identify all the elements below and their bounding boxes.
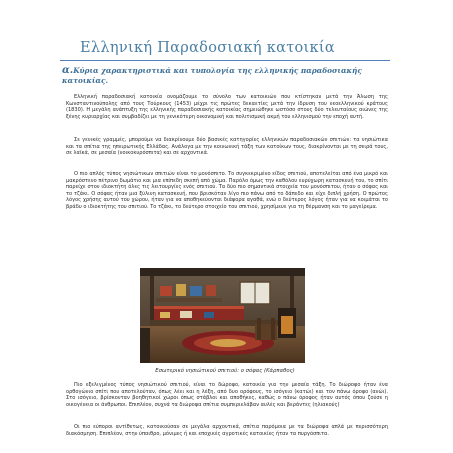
document-title: Ελληνική Παραδοσιακή κατοικία bbox=[80, 40, 335, 56]
section-title: Κύρια χαρακτηριστικά και τυπολογία της ελληνικής παραδοσιακής κατοικίας. bbox=[62, 66, 362, 85]
paragraph-5: Οι πιο εύποροι αντίθετως, κατοικούσαν σε μεγάλα αρχοντικά, σπίτια παρόμοια με τα διώροφα απλά με περισσότερη διακόσμηση. Επιπλέον, στην ύπαιθρο, μόνιμες ή και εποχικές αγροτικές κατοικίες ήταν τα πυργόσπιτα. bbox=[66, 424, 388, 437]
paragraph-3: Ο πιο απλός τύπος νησιώτικων σπιτιών είναι το μονόσπιτο. Το συγκεκριμένο είδος σπιτιού, αποτελείται από ένα μικρό και μακρόστενο πέτρινο δωμάτιο και μια επίπεδη σκεπή από χώμα. Παρόλο όμως την καθόλου ευρύχωρη κατασκευή του, το σπίτι παρείχε στον ιδιοκτήτη όλες τις λειτουργίες ενός σπιτιού. Τα δύο πιο σημαντικά στοιχεία του μονόσπιτου, ήταν ο σόφας και το τζάκι. Ο σόφας ήταν μια ξύλινη κατασκευή, που βρισκόταν λίγο πιο πάνω από το δάπεδο και είχε διπλή χρήση. Ο πρώτος λόγος χρήσης αυτού του χώρου, ήταν για να αποθηκεύονται διάφορα αγαθά, ενώ ο δεύτερος λόγος ήταν για να κοιμάται το βράδυ ο ιδιοκτήτης του σπιτιού. Το τζάκι, το δεύτερο στοιχείο του σπιτιού, χρησίμευε για τη θέρμανση και το μαγείρεμα. bbox=[66, 171, 388, 210]
interior-photo-illustration bbox=[140, 268, 305, 363]
section-heading bbox=[62, 66, 392, 85]
photo-caption: Εσωτερικό νησιώτικού σπιτιού: ο σόφας (Κάρπαθος) bbox=[155, 368, 295, 374]
document-page bbox=[60, 30, 395, 445]
interior-photo bbox=[140, 268, 305, 363]
paragraph-4: Πιο εξελιγμένος τύπος νησιώτικού σπιτιού, είναι το δώροφο, κατοικία για την μεσαία τάξη. Το διώροφο ήταν ένα ορθογώνιο σπίτι που αποτελούταν, όπως λέει και η λέξη, από δυο ορόφους, το ισόγειο (κατώι) και τον πάνω όροφο (ανώι). Στο ισόγειο, βρίσκονταν βοηθητικοί χώροι όπως στάβλοι και αποθήκες, καθώς ο πάνω όροφος ήταν αυτός όπου ζούσε η οικογένεια οι άνθρωποι. Επιπλέον, συχνά τα διώροφα σπίτια συμπεριελάβαν αυλές και βεράντες (ηλιακούς) bbox=[66, 382, 388, 408]
title-divider bbox=[60, 60, 390, 61]
paragraph-2: Σε γενικές γραμμές, μπορούμε να διακρίνουμε δύο βασικές κατηγορίες ελληνικών παραδοσιακών σπιτιών: τα νησιώτικα και τα σπίτια της ηπειρωτικής Ελλάδας. Ανάλογα με την κοινωνική τάξη των κατοίκων τους, διακρίνονται με τη σειρά τους, σε λαϊκά, σε μεσαία (νοικοκυρόσπιτα) και σε αρχοντικά. bbox=[66, 137, 388, 157]
section-number: α. bbox=[62, 65, 74, 76]
paragraph-1: Ελληνική παραδοσιακή κατοικία ονομάζουμε το σύνολο των κατοικιών που κτίστηκαν μετά την Άλωση της Κωνσταντινούπολης από τους Τούρκους (1453) μέχρι τις πρώτες δεκαετίες μετά την ίδρυση του νεοελληνικού κράτους (1830). Η μεγάλη ανάπτυξη της ελληνικής παραδοσιακής κατοικίας σημειώθηκε ωστόσο στους δύο τελευταίους αιώνες της ξένης κυριαρχίας και συμβαδίζει με τη γενικότερη οικονομική και πολιτισμική ακμή του ελληνισμού την εποχή αυτή. bbox=[66, 94, 388, 120]
